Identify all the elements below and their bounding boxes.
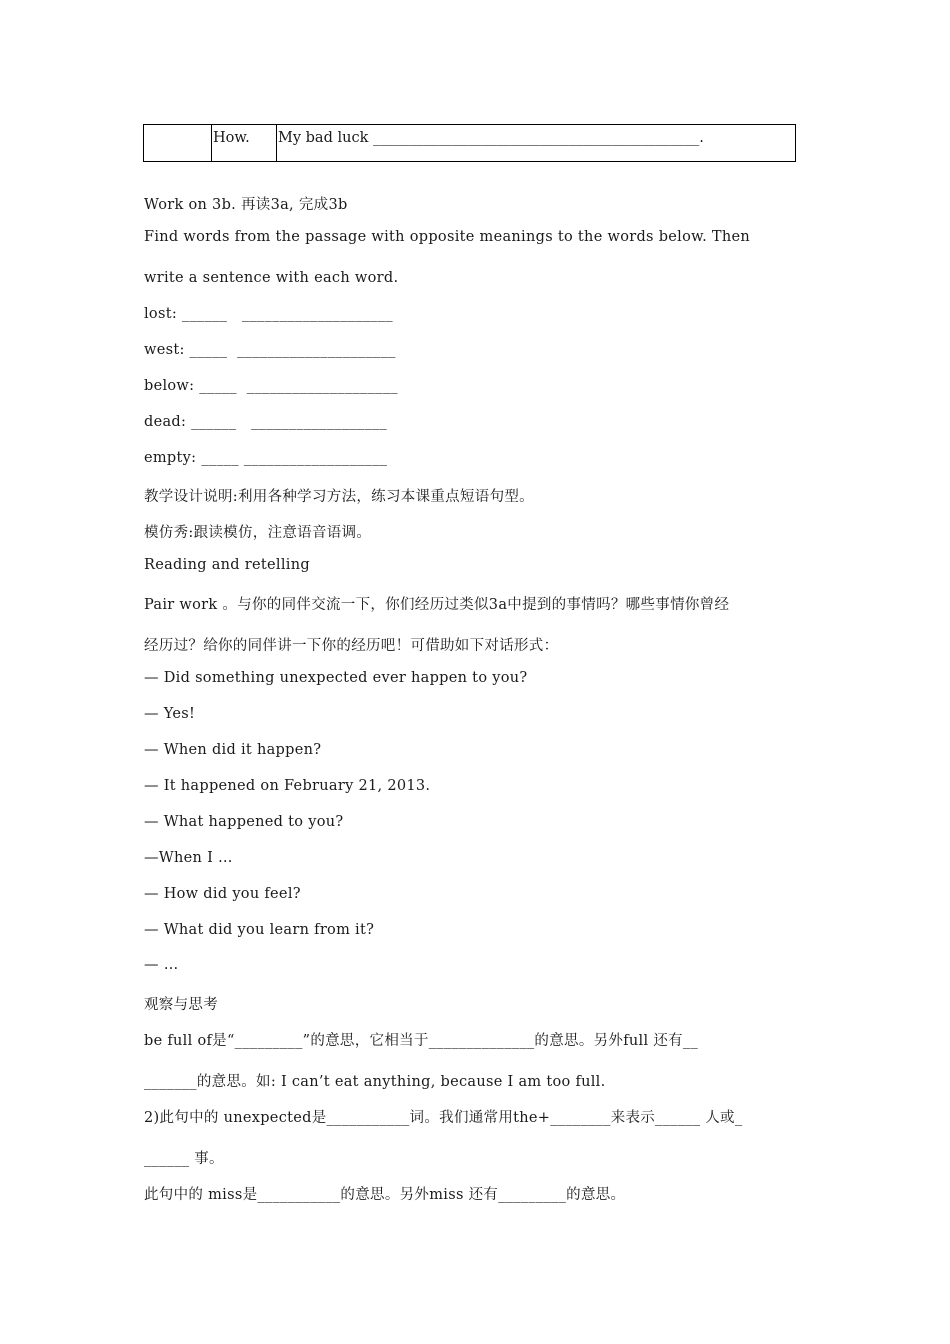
- dialogue-line: — What did you learn from it?: [144, 922, 375, 938]
- full-of-question-line-2: _______的意思。如: I can’t eat anything, because I am too full.: [144, 1074, 606, 1090]
- dialogue-line: — It happened on February 21, 2013.: [144, 778, 431, 794]
- pair-work-line-2: 经历过？给你的同伴讲一下你的经历吧！可借助如下对话形式：: [144, 638, 559, 654]
- dialogue-line: — When did it happen?: [144, 742, 322, 758]
- dialogue-line: — Did something unexpected ever happen to you?: [144, 670, 528, 686]
- exercise-below: below: _____ ____________________: [144, 378, 398, 394]
- dialogue-line: — How did you feel?: [144, 886, 301, 902]
- unexpected-question-line-1: 2)此句中的 unexpected是___________词。我们通常用the+________来表示______ 人或_: [144, 1110, 743, 1126]
- dialogue-line: — …: [144, 957, 179, 973]
- pair-work-line-1: Pair work 。与你的同伴交流一下，你们经历过类似3a中提到的事情吗？哪些事情你曾经: [144, 597, 730, 613]
- table-cell-bad-luck: My bad luck _____________________________________________.: [278, 130, 704, 146]
- observe-think-heading: 观察与思考: [144, 997, 218, 1013]
- design-note: 教学设计说明:利用各种学习方法，练习本课重点短语句型。: [144, 489, 534, 505]
- instruction-line-2: write a sentence with each word.: [144, 270, 399, 286]
- dialogue-line: — What happened to you?: [144, 814, 344, 830]
- reading-retelling-heading: Reading and retelling: [144, 557, 310, 573]
- exercise-west: west: _____ _____________________: [144, 342, 396, 358]
- miss-question: 此句中的 miss是___________的意思。另外miss 还有_________的意思。: [144, 1187, 626, 1203]
- exercise-empty: empty: _____ ___________________: [144, 450, 388, 466]
- dialogue-line: — Yes!: [144, 706, 196, 722]
- work-on-3b-heading: Work on 3b. 再读3a, 完成3b: [144, 197, 348, 213]
- instruction-line-1: Find words from the passage with opposite meanings to the words below. Then: [144, 229, 751, 245]
- table-cell-how: How.: [212, 125, 277, 161]
- exercise-lost: lost: ______ ____________________: [144, 306, 393, 322]
- exercise-dead: dead: ______ __________________: [144, 414, 388, 430]
- table-cell-empty: [143, 125, 212, 162]
- imitation-note: 模仿秀:跟读模仿，注意语音语调。: [144, 525, 372, 541]
- full-of-question-line-1: be full of是“_________”的意思，它相当于______________的意思。另外full 还有__: [144, 1033, 699, 1049]
- answer-table: [143, 124, 796, 162]
- dialogue-line: —When I …: [144, 850, 233, 866]
- unexpected-question-line-2: ______ 事。: [144, 1151, 224, 1167]
